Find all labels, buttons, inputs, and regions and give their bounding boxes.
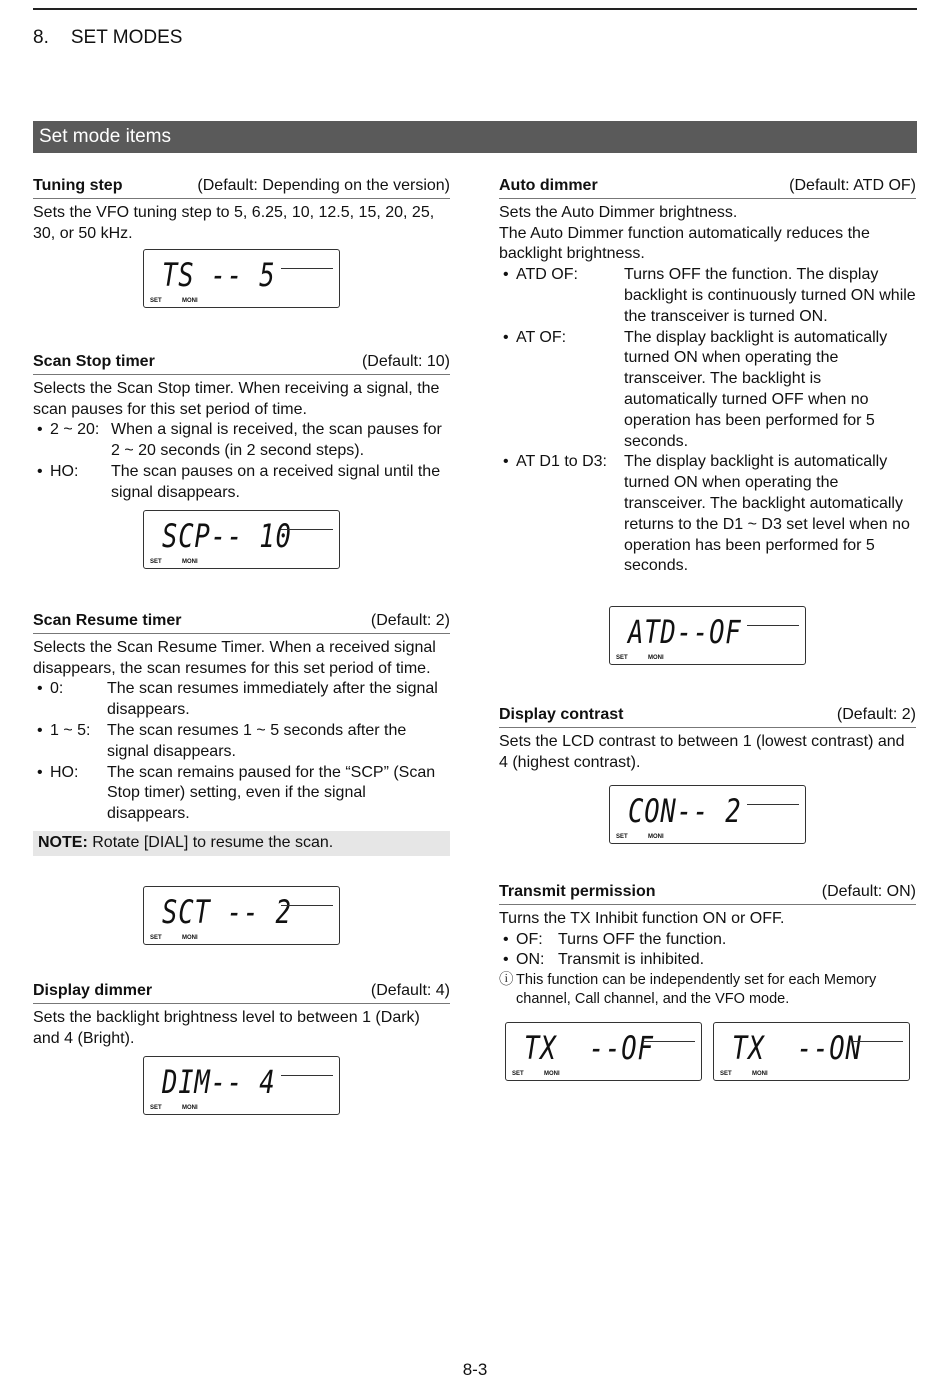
lcd-display: [143, 510, 340, 569]
section-band: Set mode items: [33, 121, 917, 153]
info-icon: ⓘ: [499, 972, 514, 989]
section-title: Auto dimmer: [499, 177, 598, 194]
section-title: Tuning step: [33, 177, 123, 194]
list-item: • OF: Turns OFF the function.: [499, 930, 916, 951]
section-title: Transmit permission: [499, 883, 656, 900]
page-number: 8-3: [462, 1360, 488, 1379]
lcd-display: [609, 606, 806, 665]
info-note: [499, 971, 916, 1009]
list-item: • 2 ~ 20: When a signal is received, the scan pauses for 2 ~ 20 seconds (in 2 second steps).: [33, 420, 450, 462]
item-text: Transmit is inhibited.: [558, 951, 705, 969]
lcd-display: [143, 249, 340, 308]
lcd-set-label: SET: [512, 1071, 524, 1077]
chapter-title: SET MODES: [70, 27, 183, 48]
section-title: Scan Resume timer: [33, 612, 182, 629]
section-title: Display contrast: [499, 706, 624, 723]
item-text: The scan pauses on a received signal until the signal disappears.: [111, 462, 441, 501]
scan-stop-section: [33, 352, 450, 504]
lcd-moni-label: MONI: [182, 1105, 198, 1111]
item-label: AT D1 to D3:: [516, 453, 607, 471]
section-title: Display dimmer: [33, 982, 153, 999]
note-box: [33, 831, 450, 856]
item-label: AT OF:: [516, 328, 567, 346]
lcd-moni-label: MONI: [648, 834, 664, 840]
tuning-step-section: [33, 176, 450, 244]
section-default: (Default: 4): [370, 982, 450, 999]
lcd-moni-label: MONI: [182, 298, 198, 304]
lcd-text: SCT -- 2: [162, 893, 292, 931]
lcd-moni-label: MONI: [182, 935, 198, 941]
meter-icon: [643, 1041, 695, 1042]
lcd-display-off: [505, 1022, 702, 1081]
scan-resume-section: [33, 611, 450, 856]
item-label: HO:: [50, 462, 79, 480]
section-default: (Default: ATD OF): [789, 177, 916, 194]
section-body: The Auto Dimmer function automatically reduces the backlight brightness.: [499, 224, 870, 263]
list-item: • 0: The scan resumes immediately after the signal disappears.: [33, 679, 450, 721]
item-label: ATD OF:: [516, 266, 578, 284]
list-item: • HO: The scan remains paused for the “SCP” (Scan Stop timer) setting, even if the signal disappears.: [33, 763, 450, 825]
item-label: OF:: [516, 930, 543, 948]
item-label: ON:: [516, 951, 545, 969]
item-text: The display backlight is automatically turned ON when operating the transceiver. The backlight is automatically turned OFF when no operation has been performed for 5 seconds.: [624, 328, 888, 450]
lcd-set-label: SET: [150, 559, 162, 565]
list-item: • HO: The scan pauses on a received signal until the signal disappears.: [33, 462, 450, 504]
section-body: Sets the Auto Dimmer brightness.: [499, 203, 738, 221]
item-text: The display backlight is automatically turned ON when operating the transceiver. The backlight automatically returns to the D1 ~ D3 set level when no operation has been performed for 5 seconds.: [624, 453, 910, 575]
note-label: NOTE:: [38, 833, 88, 851]
display-contrast-section: [499, 705, 916, 773]
section-default: (Default: 2): [370, 612, 450, 629]
meter-icon: [851, 1041, 903, 1042]
section-body: Turns the TX Inhibit function ON or OFF.: [499, 909, 785, 927]
list-item: • 1 ~ 5: The scan resumes 1 ~ 5 seconds after the signal disappears.: [33, 721, 450, 763]
lcd-display: [143, 886, 340, 945]
section-body: Selects the Scan Resume Timer. When a received signal disappears, the scan resumes for this set period of time.: [33, 638, 436, 677]
chapter-number: 8.: [33, 27, 49, 48]
section-body: Sets the backlight brightness level to between 1 (Dark) and 4 (Bright).: [33, 1008, 420, 1047]
lcd-display: [143, 1056, 340, 1115]
section-body: Sets the VFO tuning step to 5, 6.25, 10, 12.5, 15, 20, 25, 30, or 50 kHz.: [33, 203, 435, 242]
item-label: HO:: [50, 763, 79, 781]
item-text: The scan remains paused for the “SCP” (Scan Stop timer) setting, even if the signal disappears.: [107, 763, 436, 823]
section-default: (Default: 10): [361, 353, 450, 370]
lcd-set-label: SET: [720, 1071, 732, 1077]
item-text: The scan resumes 1 ~ 5 seconds after the signal disappears.: [107, 721, 407, 760]
meter-icon: [747, 804, 799, 805]
lcd-text: TS -- 5: [162, 256, 276, 294]
section-title: Scan Stop timer: [33, 353, 155, 370]
list-item: • ON: Transmit is inhibited.: [499, 950, 916, 971]
lcd-text: TX --ON: [732, 1029, 862, 1067]
item-text: Turns OFF the function.: [558, 930, 727, 948]
lcd-text: SCP-- 10: [162, 517, 292, 555]
lcd-set-label: SET: [616, 655, 628, 661]
section-default: (Default: 2): [836, 706, 916, 723]
item-label: 1 ~ 5:: [50, 721, 91, 739]
transmit-permission-section: [499, 882, 916, 1009]
meter-icon: [747, 625, 799, 626]
section-body: Selects the Scan Stop timer. When receiving a signal, the scan pauses for this set period of time.: [33, 379, 440, 418]
item-text: Turns OFF the function. The display backlight is continuously turned ON while the transceiver is turned ON.: [624, 266, 916, 325]
section-default: (Default: Depending on the version): [197, 177, 450, 194]
auto-dimmer-section: [499, 176, 916, 577]
meter-icon: [281, 268, 333, 269]
lcd-set-label: SET: [616, 834, 628, 840]
section-body: Sets the LCD contrast to between 1 (lowest contrast) and 4 (highest contrast).: [499, 732, 905, 771]
list-item: • AT OF: The display backlight is automatically turned ON when operating the transceiver. The backlight is automatically turned OFF when no operation has been performed for 5 seconds.: [499, 328, 916, 453]
lcd-display-on: [713, 1022, 910, 1081]
item-label: 2 ~ 20:: [50, 421, 100, 439]
lcd-moni-label: MONI: [544, 1071, 560, 1077]
lcd-text: CON-- 2: [628, 792, 742, 830]
lcd-moni-label: MONI: [752, 1071, 768, 1077]
item-text: When a signal is received, the scan pauses for 2 ~ 20 seconds (in 2 second steps).: [111, 421, 442, 460]
lcd-moni-label: MONI: [648, 655, 664, 661]
section-default: (Default: ON): [821, 883, 916, 900]
lcd-set-label: SET: [150, 1105, 162, 1111]
meter-icon: [281, 1075, 333, 1076]
lcd-moni-label: MONI: [182, 559, 198, 565]
lcd-display: [609, 785, 806, 844]
chapter-heading: [33, 27, 182, 49]
top-rule: [33, 8, 917, 10]
lcd-text: TX --OF: [524, 1029, 654, 1067]
lcd-text: ATD--OF: [628, 613, 742, 651]
lcd-set-label: SET: [150, 298, 162, 304]
lcd-set-label: SET: [150, 935, 162, 941]
list-item: • ATD OF: Turns OFF the function. The display backlight is continuously turned ON while the transceiver is turned ON.: [499, 265, 916, 327]
item-label: 0:: [50, 680, 64, 698]
lcd-text: DIM-- 4: [162, 1063, 276, 1101]
info-text: This function can be independently set for each Memory channel, Call channel, and the VFO mode.: [516, 972, 877, 1008]
meter-icon: [281, 905, 333, 906]
display-dimmer-section: [33, 981, 450, 1049]
meter-icon: [281, 529, 333, 530]
note-text: Rotate [DIAL] to resume the scan.: [92, 833, 334, 851]
item-text: The scan resumes immediately after the signal disappears.: [107, 680, 438, 719]
list-item: • AT D1 to D3: The display backlight is automatically turned ON when operating the transceiver. The backlight automatically returns to the D1 ~ D3 set level when no operation has been performed for 5 seconds.: [499, 452, 916, 577]
